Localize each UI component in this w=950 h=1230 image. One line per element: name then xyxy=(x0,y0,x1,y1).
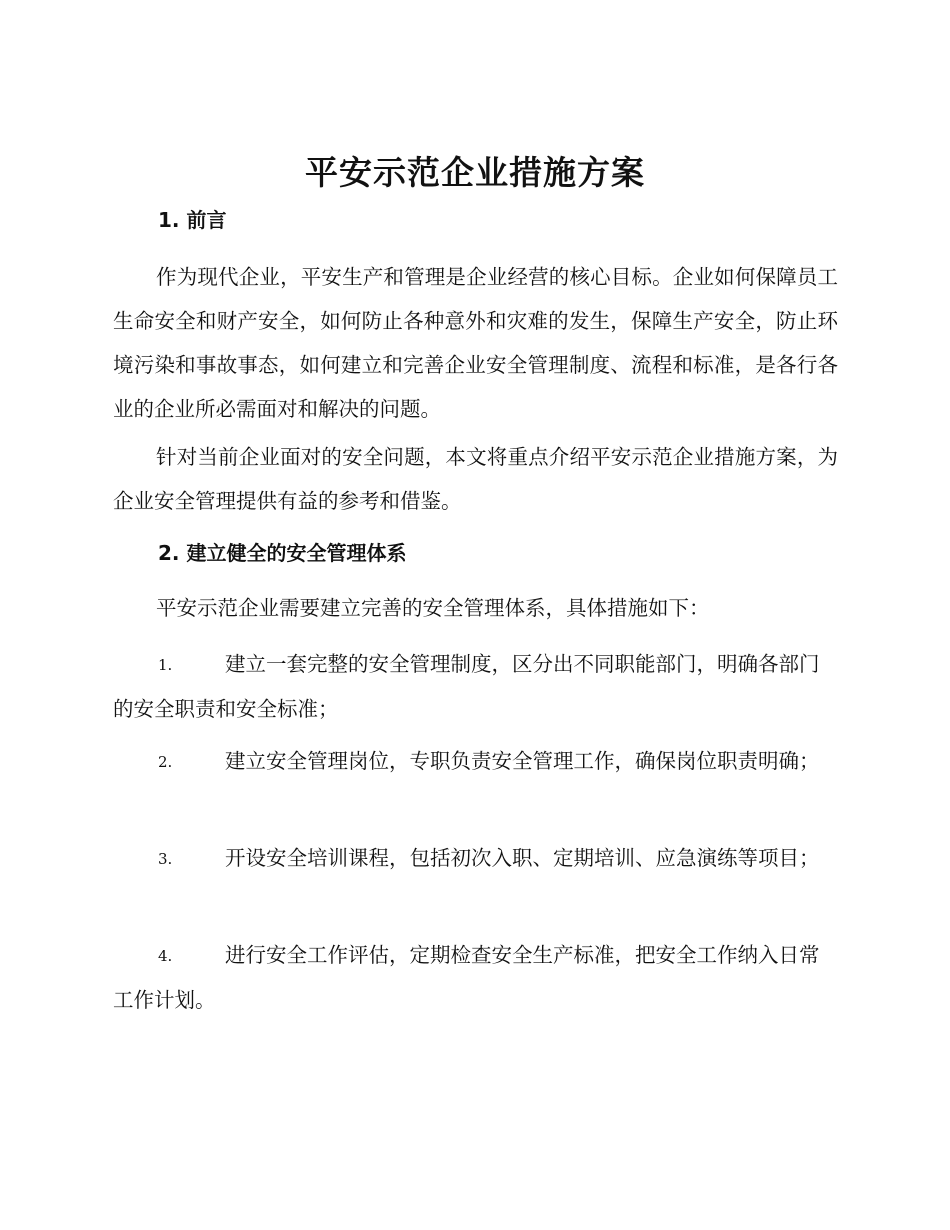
safety-system-intro: 平安示范企业需要建立完善的安全管理体系，具体措施如下： xyxy=(156,596,710,620)
list-item xyxy=(113,933,838,1022)
preface-paragraph-1: 作为现代企业，平安生产和管理是企业经营的核心目标。企业如何保障员工生命安全和财产安全，如何防止各种意外和灾难的发生，保障生产安全，防止环境污染和事故事态，如何建立和完善企业安全管理制度、流程和标准，是各行各业的企业所必需面对和解决的问题。 xyxy=(113,265,838,421)
list-item xyxy=(113,739,838,784)
list-item xyxy=(113,836,838,881)
list-item-text: 建立安全管理岗位，专职负责安全管理工作，确保岗位职责明确； xyxy=(225,749,820,773)
document-title: 平安示范企业措施方案 xyxy=(305,153,645,192)
list-item xyxy=(113,642,838,731)
list-item-text: 建立一套完整的安全管理制度，区分出不同职能部门，明确各部门的安全职责和安全标准； xyxy=(113,652,820,721)
list-item-text: 进行安全工作评估，定期检查安全生产标准，把安全工作纳入日常工作计划。 xyxy=(113,943,820,1012)
section-heading-safety-system: 2. 建立健全的安全管理体系 xyxy=(158,541,407,565)
section-heading-preface: 1. 前言 xyxy=(158,208,227,232)
list-item-number: 4. xyxy=(158,947,173,965)
list-item-number: 3. xyxy=(158,850,173,868)
list-item-number: 1. xyxy=(158,656,173,674)
list-item-text: 开设安全培训课程，包括初次入职、定期培训、应急演练等项目； xyxy=(225,846,820,870)
list-item-number: 2. xyxy=(158,753,173,771)
preface-paragraph-2: 针对当前企业面对的安全问题，本文将重点介绍平安示范企业措施方案，为企业安全管理提供有益的参考和借鉴。 xyxy=(113,445,838,513)
